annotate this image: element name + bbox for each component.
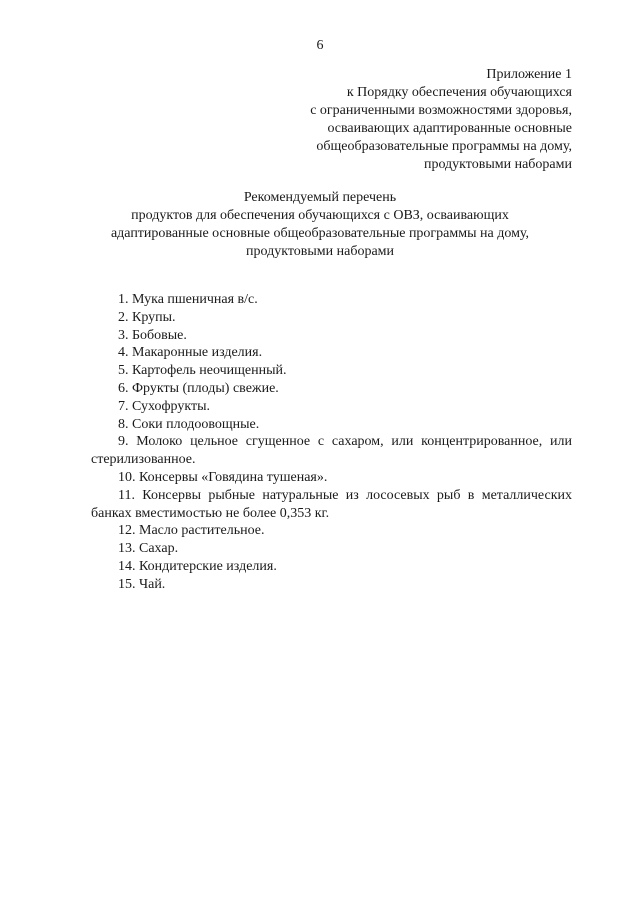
appendix-line: к Порядку обеспечения обучающихся <box>346 85 572 100</box>
list-item: 7. Сухофрукты. <box>118 398 210 414</box>
list-item: 1. Мука пшеничная в/с. <box>118 292 258 307</box>
list-item: 14. Кондитерские изделия. <box>118 558 277 574</box>
title-line: Рекомендуемый перечень <box>243 190 397 205</box>
appendix-line: общеобразовательные программы на дому, <box>316 139 572 154</box>
list-item: 8. Соки плодоовощные. <box>118 416 260 432</box>
document-title <box>60 189 580 261</box>
list-item: 6. Фрукты (плоды) свежие. <box>118 380 279 396</box>
appendix-header <box>232 66 572 174</box>
list-item: 13. Сахар. <box>118 541 179 557</box>
appendix-line: осваивающих адаптированные основные <box>327 121 572 136</box>
list-item: 2. Крупы. <box>118 309 176 325</box>
appendix-line: Приложение 1 <box>486 67 572 82</box>
list-item: 11. Консервы рыбные натуральные из лососевых рыб в металлических банках вместимостью не более 0,353 кг. <box>91 487 572 521</box>
title-line: адаптированные основные общеобразовательные программы на дому, <box>110 226 530 241</box>
list-item: 9. Молоко цельное сгущенное с сахаром, или концентрированное, или стерилизованное. <box>91 434 572 468</box>
title-line: продуктовыми наборами <box>245 244 395 259</box>
appendix-line: с ограниченными возможностями здоровья, <box>310 103 572 118</box>
list-item: 15. Чай. <box>118 576 166 592</box>
list-item: 4. Макаронные изделия. <box>118 345 263 361</box>
list-item: 12. Масло растительное. <box>118 523 265 539</box>
title-line: продуктов для обеспечения обучающихся с ОВЗ, осваивающих <box>131 208 509 223</box>
product-list <box>91 291 572 594</box>
list-item: 5. Картофель неочищенный. <box>118 363 287 379</box>
page-number: 6 <box>316 38 324 53</box>
list-item: 3. Бобовые. <box>118 327 187 343</box>
list-item: 10. Консервы «Говядина тушеная». <box>118 469 328 485</box>
appendix-line: продуктовыми наборами <box>423 157 572 172</box>
